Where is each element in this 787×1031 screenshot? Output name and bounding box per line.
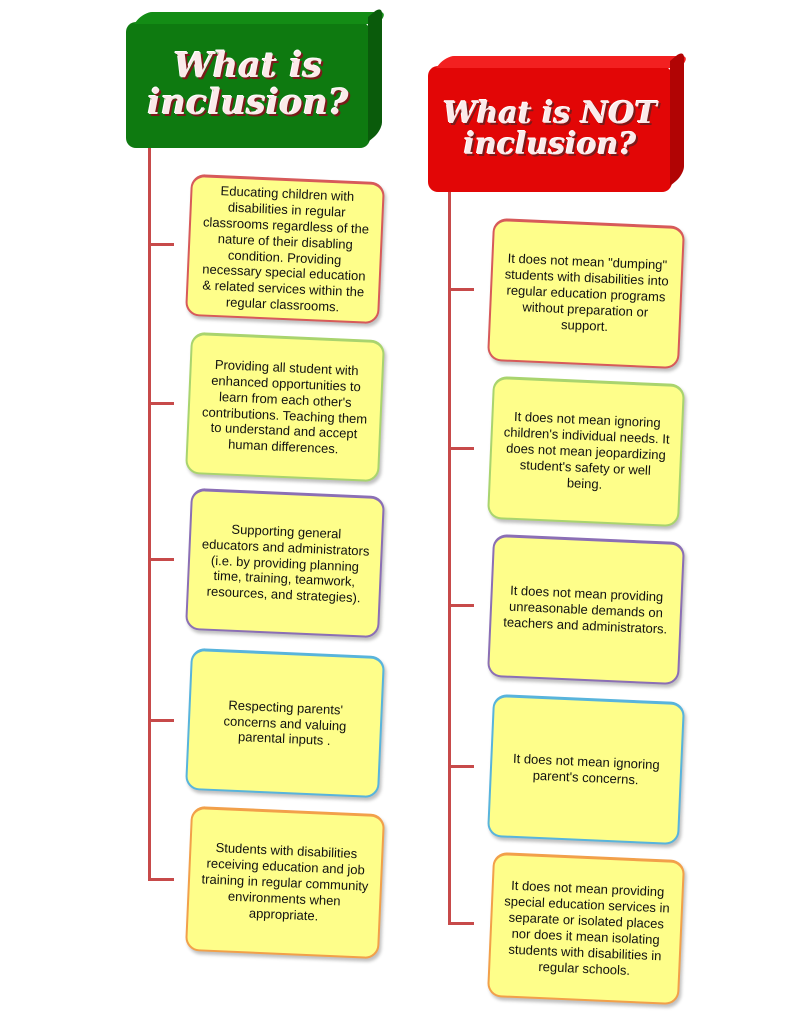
connector-spine — [448, 192, 451, 924]
header-side-face — [670, 49, 684, 186]
not-inclusion-item-4 — [487, 694, 685, 845]
header-title — [443, 95, 657, 162]
inclusion-header — [126, 22, 370, 148]
connector-spine — [148, 148, 151, 880]
item-text: Providing all student with enhanced opportunities to learn from each other's contributions. Teaching them to understand and accept human differences. — [201, 356, 368, 457]
connector-branch — [448, 922, 474, 925]
connector-branch — [148, 402, 174, 405]
not-inclusion-item-3 — [487, 534, 685, 685]
item-text: It does not mean providing special education services in separate or isolated places nor does it mean isolating students with disabilities in regular schools. — [504, 878, 671, 978]
not-inclusion-header — [428, 66, 672, 192]
item-text: Educating children with disabilities in regular classrooms regardless of the nature of their disabling condition. Providing necessary special education & related services within the regular classrooms. — [202, 183, 370, 315]
not-inclusion-item-1 — [487, 218, 685, 369]
header-title-line2: inclusion? — [147, 82, 349, 123]
item-text: It does not mean ignoring parent's concerns. — [512, 750, 660, 788]
connector-branch — [148, 243, 174, 246]
item-text: It does not mean providing unreasonable demands on teachers and administrators. — [503, 582, 668, 637]
header-title-line1: What is — [173, 45, 323, 87]
connector-branch — [448, 604, 474, 607]
connector-branch — [448, 288, 474, 291]
inclusion-item-4 — [185, 648, 385, 798]
header-top-face — [134, 12, 388, 24]
connector-branch — [148, 558, 174, 561]
item-text: It does not mean ignoring children's individual needs. It does not mean jeopardizing student's safety or well being. — [503, 409, 670, 492]
header-title-line1: What is NOT — [443, 95, 657, 131]
header-title — [147, 45, 349, 123]
header-side-face — [368, 5, 382, 142]
item-text: Students with disabilities receiving education and job training in regular community environments when appropriate. — [201, 840, 369, 924]
connector-branch — [448, 447, 474, 450]
item-text: Supporting general educators and administrators (i.e. by providing planning time, training, teamwork, resources, and strategies). — [201, 521, 370, 606]
inclusion-item-3 — [185, 488, 385, 638]
header-top-face — [436, 56, 690, 68]
inclusion-item-2 — [185, 332, 385, 482]
connector-branch — [148, 878, 174, 881]
item-text: It does not mean "dumping" students with disabilities into regular education programs without preparation or support. — [504, 250, 669, 334]
not-inclusion-column — [400, 0, 787, 1031]
not-inclusion-item-5 — [487, 852, 685, 1005]
inclusion-item-1 — [185, 174, 385, 324]
item-text: Respecting parents' concerns and valuing parental inputs . — [223, 697, 347, 749]
header-title-line2: inclusion? — [463, 127, 637, 162]
connector-branch — [148, 719, 174, 722]
connector-branch — [448, 765, 474, 768]
not-inclusion-item-2 — [487, 376, 685, 527]
inclusion-item-5 — [185, 806, 385, 959]
